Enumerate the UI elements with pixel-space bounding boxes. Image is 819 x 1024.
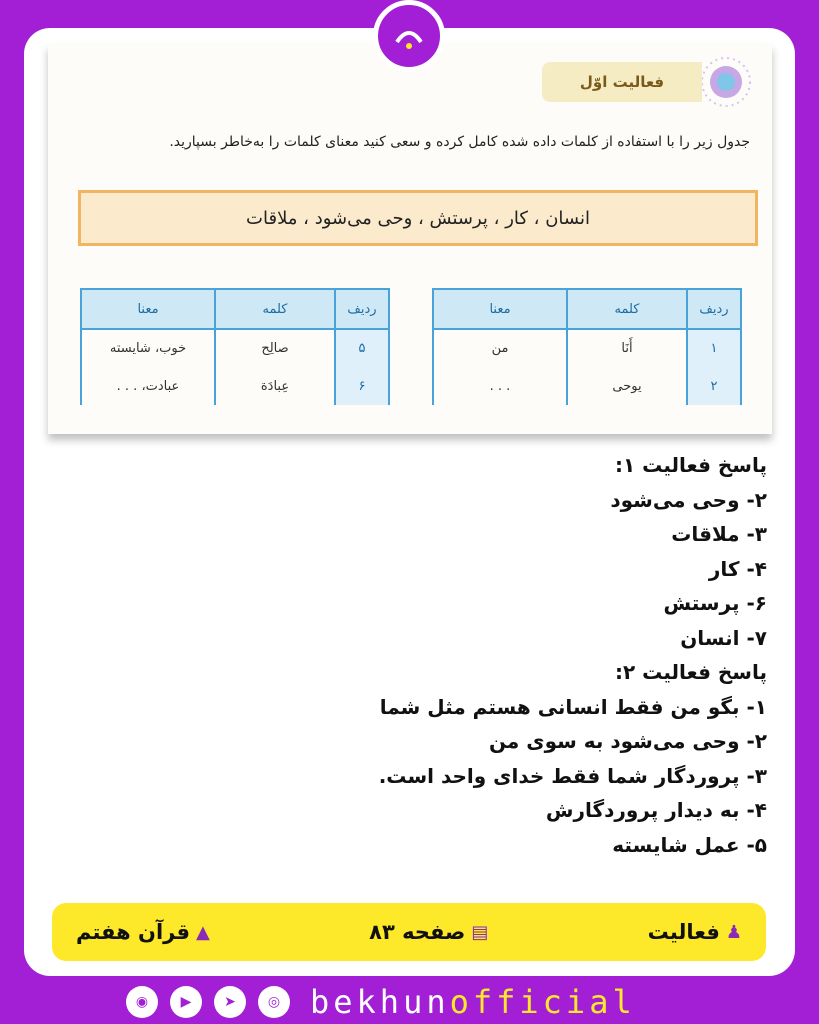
footer-book bbox=[76, 920, 210, 944]
header-row: ردیف bbox=[335, 289, 389, 329]
telegram-icon[interactable]: ➤ bbox=[214, 986, 246, 1018]
row-number: ۵ bbox=[335, 329, 389, 367]
decorative-circles-icon bbox=[698, 54, 754, 110]
word-cell: أَنَا bbox=[567, 329, 687, 367]
answer-line: ۷- انسان bbox=[680, 625, 767, 650]
answer-line: ۳- ملاقات bbox=[671, 522, 767, 546]
brand-part-1: bekhun bbox=[310, 983, 450, 1021]
meaning-cell: خوب، شایسته bbox=[81, 329, 215, 367]
vocabulary-table-left bbox=[80, 288, 390, 405]
word-cell: صالِح bbox=[215, 329, 335, 367]
textbook-excerpt bbox=[48, 44, 772, 434]
answer-heading-1: پاسخ فعالیت ۱: bbox=[615, 453, 767, 477]
vocabulary-table-right bbox=[432, 288, 742, 405]
header-word: کلمه bbox=[567, 289, 687, 329]
brand-part-2: official bbox=[449, 983, 636, 1021]
footer-bar bbox=[52, 903, 766, 961]
word-bank: انسان ، کار ، پرستش ، وحی می‌شود ، ملاقات bbox=[78, 190, 758, 246]
book-open-icon: ▤ bbox=[471, 921, 489, 943]
header-word: کلمه bbox=[215, 289, 335, 329]
footer-activity bbox=[648, 920, 742, 944]
row-number: ۲ bbox=[687, 367, 741, 405]
answer-line: ۲- وحی می‌شود به سوی من bbox=[488, 729, 767, 753]
answer-line: ۵- عمل شایسته bbox=[612, 832, 767, 857]
answers-list bbox=[247, 448, 767, 862]
table-row bbox=[433, 329, 741, 367]
header-meaning: معنا bbox=[81, 289, 215, 329]
row-number: ۱ bbox=[687, 329, 741, 367]
instagram-icon[interactable]: ◎ bbox=[258, 986, 290, 1018]
youtube-icon[interactable]: ▶ bbox=[170, 986, 202, 1018]
logo-glyph bbox=[389, 16, 429, 56]
activity-user-icon: ♟ bbox=[725, 921, 742, 943]
answer-line: ۶- پرستش bbox=[663, 591, 767, 615]
answer-heading-2: پاسخ فعالیت ۲: bbox=[615, 660, 767, 684]
word-cell: یوحی bbox=[567, 367, 687, 405]
header-meaning: معنا bbox=[433, 289, 567, 329]
word-cell: عِبادَة bbox=[215, 367, 335, 405]
table-row bbox=[81, 329, 389, 367]
footer-page bbox=[369, 920, 488, 944]
table-row bbox=[81, 367, 389, 405]
meaning-cell: عبادت، . . . bbox=[81, 367, 215, 405]
table-row bbox=[433, 367, 741, 405]
meaning-cell: . . . bbox=[433, 367, 567, 405]
answer-line: ۱- بگو من فقط انسانی هستم مثل شما bbox=[379, 694, 767, 719]
graduation-cap-icon: ▲ bbox=[195, 921, 210, 943]
row-number: ۶ bbox=[335, 367, 389, 405]
answer-line: ۲- وحی می‌شود bbox=[610, 487, 767, 512]
brand-name[interactable] bbox=[310, 983, 636, 1021]
footer-page-label: صفحه ۸۳ bbox=[369, 920, 466, 944]
footer-activity-label: فعالیت bbox=[647, 920, 720, 944]
answer-line: ۴- به دیدار پروردگارش bbox=[545, 798, 767, 822]
meaning-cell: من bbox=[433, 329, 567, 367]
instruction-text: جدول زیر را با استفاده از کلمات داده شده کامل کرده و سعی کنید معنای کلمات را به‌خاطر بسپارید. bbox=[169, 134, 750, 150]
header-row: ردیف bbox=[687, 289, 741, 329]
activity-title: فعالیت اوّل bbox=[542, 62, 702, 102]
logo-icon[interactable] bbox=[373, 0, 445, 72]
video-icon[interactable]: ◉ bbox=[126, 986, 158, 1018]
footer-book-label: قرآن هفتم bbox=[76, 920, 190, 944]
answer-line: ۳- پروردگار شما فقط خدای واحد است. bbox=[378, 763, 767, 788]
answer-line: ۴- کار bbox=[708, 556, 767, 581]
brand-bar bbox=[126, 982, 692, 1022]
